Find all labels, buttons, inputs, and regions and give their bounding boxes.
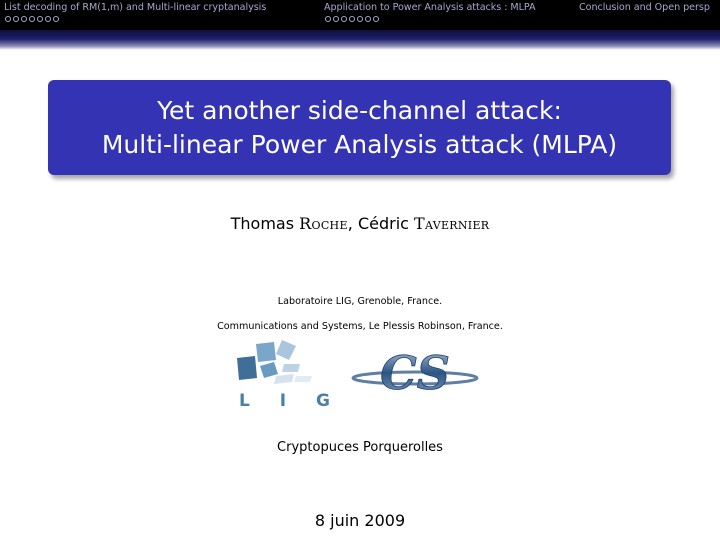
nav-section-dots [5, 16, 266, 22]
cs-logo [350, 345, 480, 400]
nav-section-title[interactable]: List decoding of RM(1,m) and Multi-linear cryptanalysis [4, 2, 267, 13]
affiliation-cs: Communications and Systems, Le Plessis Robinson, France. [217, 321, 503, 332]
nav-slide-dot[interactable] [365, 16, 371, 22]
event-name: Cryptopuces Porquerolles [277, 440, 443, 455]
navbar-shadow [0, 30, 720, 50]
nav-slide-dot[interactable] [333, 16, 339, 22]
author-separator: , [347, 214, 358, 233]
nav-slide-dot[interactable] [13, 16, 19, 22]
nav-section-mlpa[interactable] [324, 2, 536, 22]
title-block [48, 80, 671, 175]
nav-slide-dot[interactable] [21, 16, 27, 22]
presentation-title-line-1: Yet another side-channel attack: [157, 95, 562, 125]
nav-slide-dot[interactable] [325, 16, 331, 22]
author-last-name: Roche [299, 214, 348, 233]
presentation-title-line-2: Multi-linear Power Analysis attack (MLPA) [101, 129, 618, 159]
author-first-name: Cédric [357, 214, 409, 233]
author-last-name: Tavernier [414, 214, 490, 233]
nav-slide-dot[interactable] [37, 16, 43, 22]
nav-section-conclusion[interactable] [579, 2, 710, 13]
section-navigation-bar [0, 0, 720, 30]
authors [0, 214, 720, 233]
nav-slide-dot[interactable] [53, 16, 59, 22]
cs-logo-text: CS [380, 346, 450, 400]
nav-slide-dot[interactable] [349, 16, 355, 22]
nav-slide-dot[interactable] [45, 16, 51, 22]
nav-section-title[interactable]: Conclusion and Open persp [579, 2, 710, 13]
presentation-date: 8 juin 2009 [314, 511, 406, 530]
nav-slide-dot[interactable] [5, 16, 11, 22]
nav-slide-dot[interactable] [341, 16, 347, 22]
lig-logo-text: L I G [239, 391, 342, 411]
nav-slide-dot[interactable] [373, 16, 379, 22]
nav-section-list-decoding[interactable] [4, 2, 266, 22]
lig-logo [234, 336, 342, 411]
nav-slide-dot[interactable] [357, 16, 363, 22]
affiliation-lig: Laboratoire LIG, Grenoble, France. [277, 296, 443, 307]
nav-section-title[interactable]: Application to Power Analysis attacks : MLPA [324, 2, 536, 13]
author-first-name: Thomas [230, 214, 295, 233]
nav-slide-dot[interactable] [29, 16, 35, 22]
nav-section-dots [325, 16, 536, 22]
